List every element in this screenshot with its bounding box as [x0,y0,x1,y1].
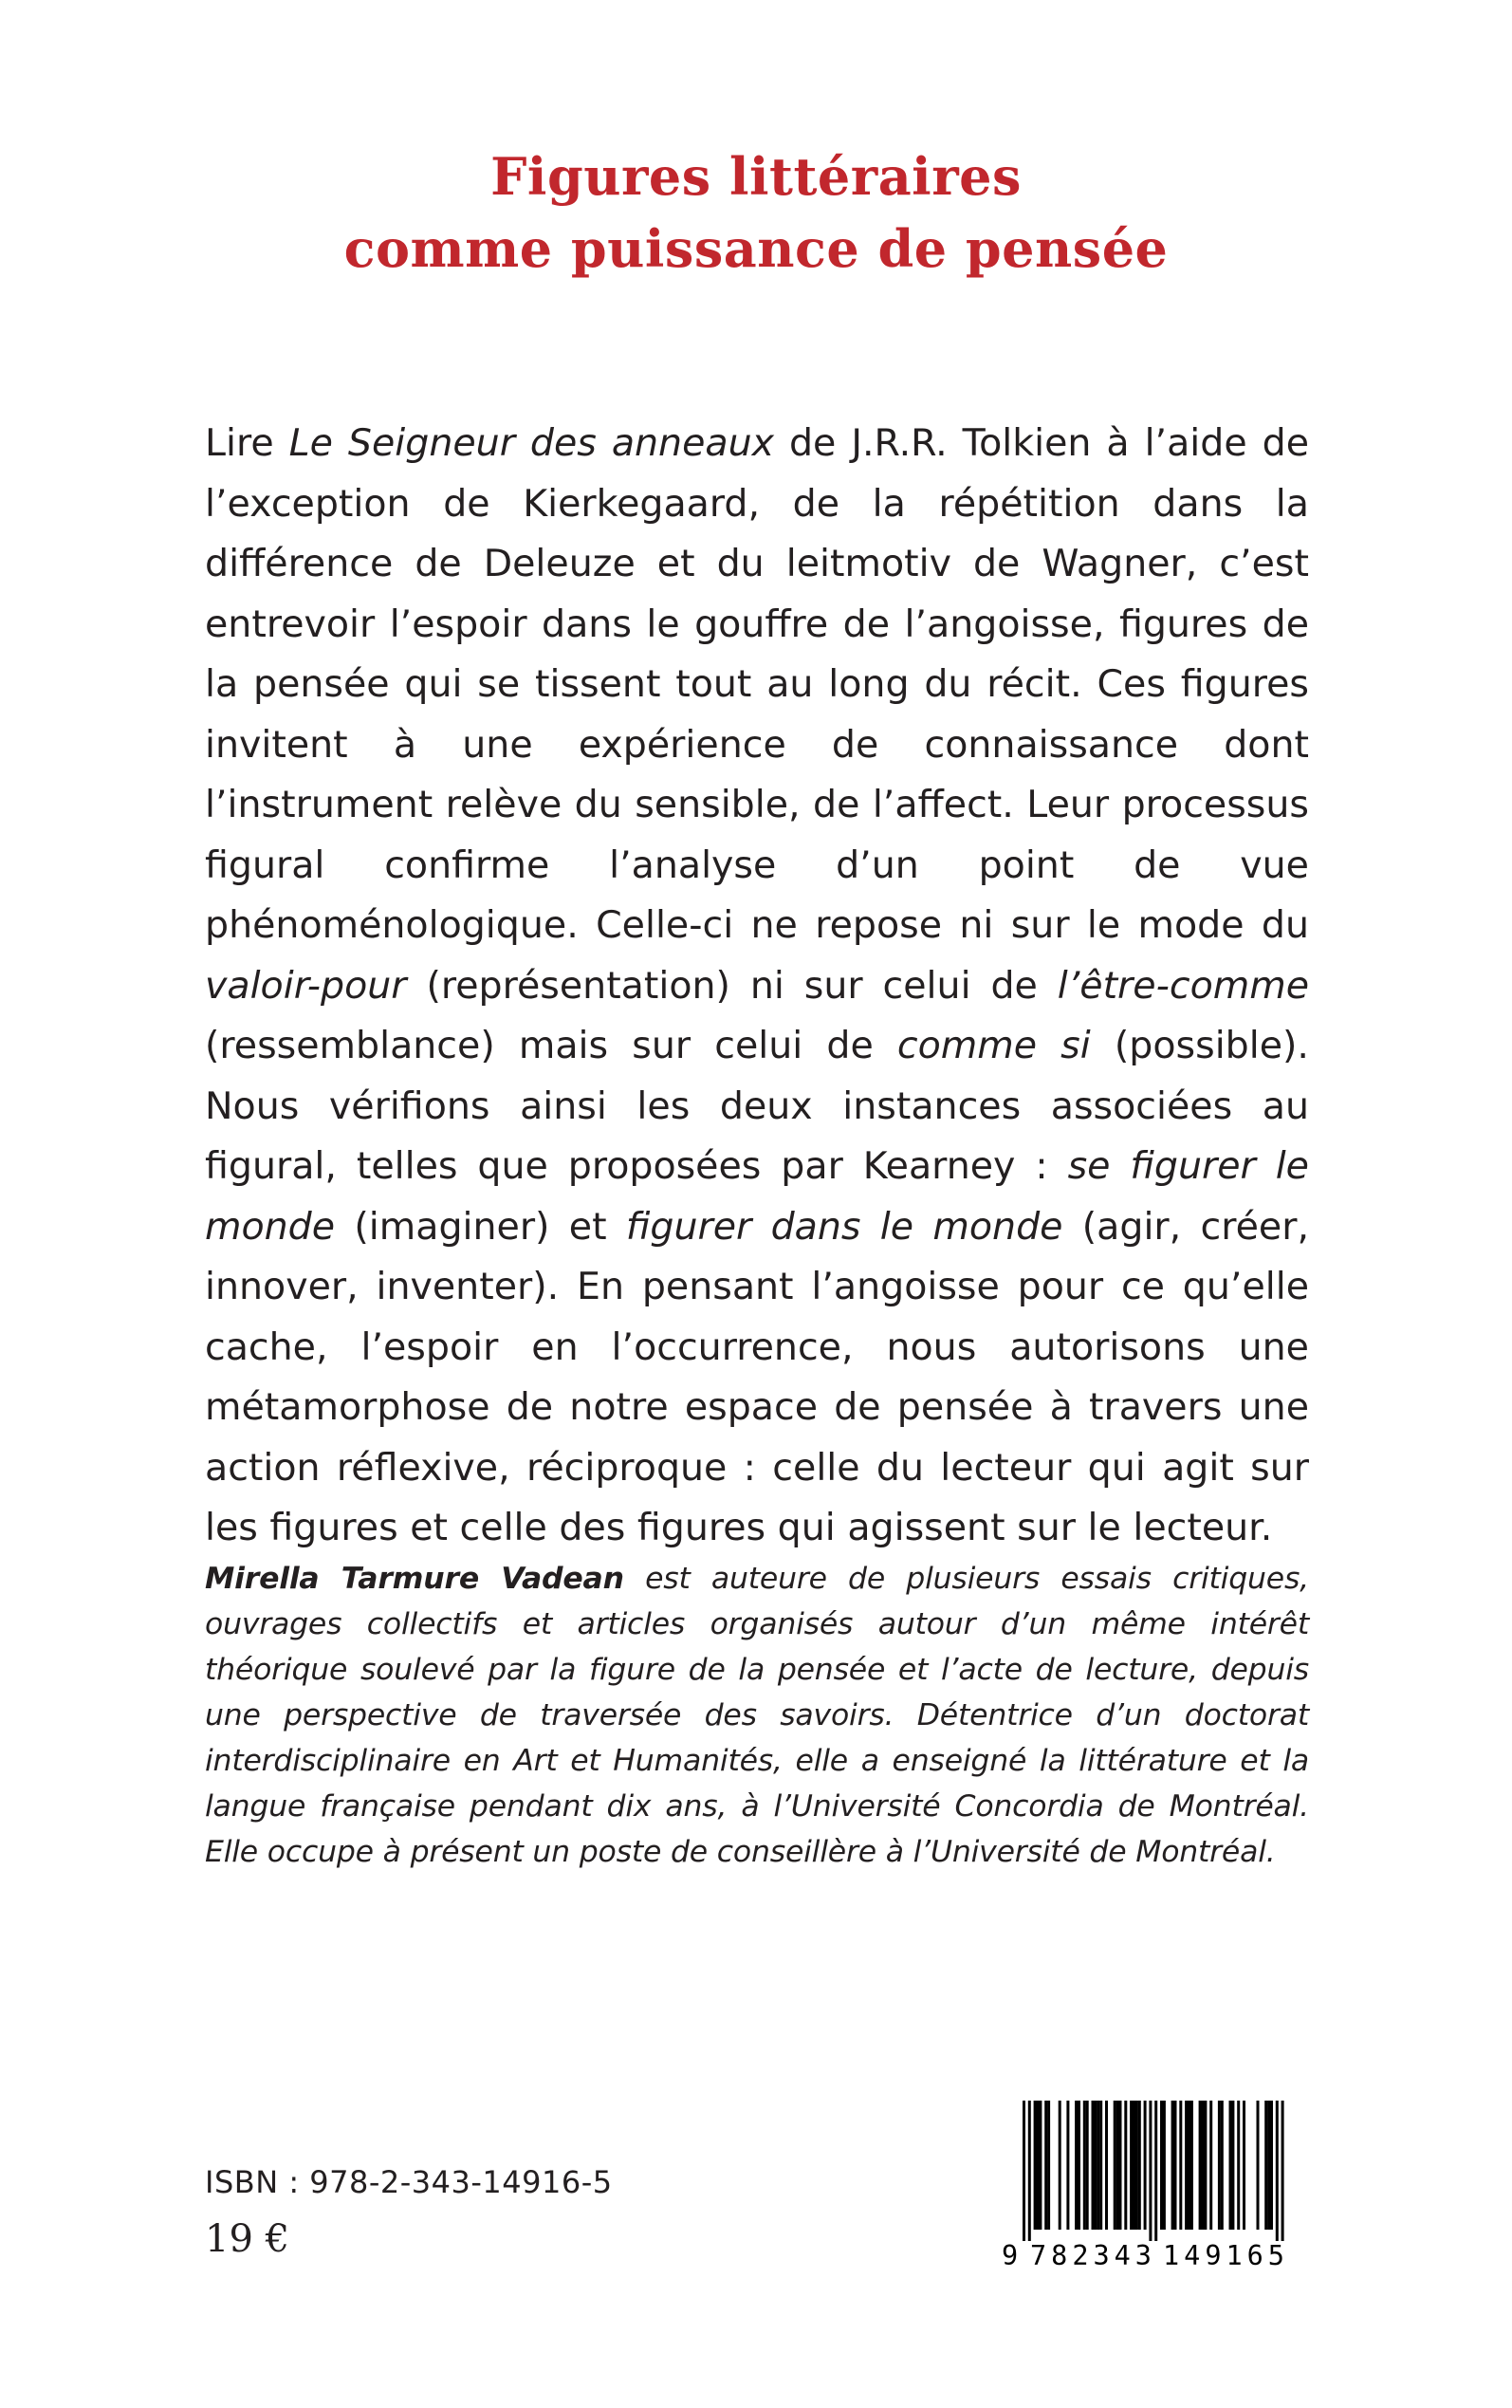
barcode-bar [1133,2101,1135,2230]
barcode-bar [1282,2101,1284,2241]
barcode-bar [1075,2101,1078,2230]
price: 19 € [205,2217,290,2261]
barcode-bar [1243,2101,1245,2230]
barcode-bar [1267,2101,1270,2230]
isbn-number: ISBN : 978-2-343-14916-5 [205,2164,613,2200]
barcode-bar [1185,2101,1188,2230]
summary-text: (représentation) ni sur celui de [406,963,1058,1008]
barcode-bar [1231,2101,1234,2230]
summary-text: (imaginer) et [335,1204,626,1249]
book-title [0,140,1512,285]
barcode-bar [1138,2101,1141,2230]
summary-italic-book-title: Le Seigneur des anneaux [288,421,775,465]
barcode-bar [1154,2101,1157,2241]
summary-text: (agir, créer, innover, inventer). En pensant l’angoisse pour ce qu’elle cache, l’espoir en l’occurrence, nous autorisons une métamorphose de notre espace de pensée à travers une action réflexive, réciproque : celle du lecteur qui agit sur les figures et celle des figures qui agissent sur le lecteur. [205,1204,1310,1549]
barcode-bar [1179,2101,1182,2230]
barcode-bar [1086,2101,1089,2230]
barcode-bar [1105,2101,1108,2230]
summary-italic-term: figurer dans le monde [625,1204,1063,1249]
author-biography-paragraph [205,1556,1309,1875]
author-name: Mirella Tarmure Vadean [205,1562,624,1596]
barcode-bar [1204,2101,1207,2230]
barcode-bar [1257,2101,1260,2230]
barcode-bar [1209,2101,1212,2230]
barcode-bar [1092,2101,1095,2230]
summary-text: Lire [205,421,289,465]
barcode-digits-left: 782343 [1030,2240,1156,2271]
barcode-bar [1264,2101,1267,2230]
barcode-bar [1078,2101,1080,2230]
barcode-bar [1034,2101,1037,2230]
barcode-bar [1099,2101,1102,2230]
barcode-bar [1199,2101,1202,2230]
summary-italic-term: valoir-pour [205,963,407,1008]
barcode-bar [1221,2101,1224,2230]
barcode-bar [1114,2101,1116,2230]
barcode-bar [1130,2101,1133,2230]
book-title-line-1: Figures littéraires [490,146,1022,207]
summary-italic-term: comme si [896,1024,1091,1067]
barcode-bar [1218,2101,1221,2230]
author-biography [205,1556,1309,1875]
summary-text: (ressemblance) mais sur celui de [205,1024,897,1067]
barcode-digit-first: 9 [1002,2240,1019,2271]
summary-text: de J.R.R. Tolkien à l’aide de l’exception de Kierkegaard, de la répétition dans la différence de Deleuze et du leitmotiv de Wagner, c’est entrevoir l’espoir dans le gouffre de l’angoisse, figures de la pensée qui se tissent tout au long du récit. Ces figures invitent à une expérience de connaissance dont l’instrument relève du sensible, de l’affect. Leur processus figural confirme l’analyse d’un point de vue phénoménologique. Celle-ci ne repose ni sur le mode du [205,421,1309,947]
barcode-bar [1116,2101,1119,2230]
barcode-bar [1059,2101,1061,2230]
barcode-bar [1047,2101,1050,2230]
barcode-bar [1190,2101,1193,2230]
barcode-bar [1171,2101,1174,2230]
author-biography-text: est auteure de plusieurs essais critiques, ouvrages collectifs et articles organisés autour d’un même intérêt théorique soulevé par la figure de la pensée et l’acte de lecture, depuis une perspective de traversée des savoirs. Détentrice d’un doctorat interdisciplinaire en Art et Humanités, elle a enseigné la littérature et la langue française pendant dix ans, à l’Université Concordia de Montréal. Elle occupe à présent un poste de conseillère à l’Université de Montréal. [205,1562,1309,1869]
barcode-bar [1066,2101,1069,2230]
barcode-bar [1276,2101,1279,2241]
barcode-bars [1002,2101,1305,2241]
summary-italic-term: l’être-comme [1057,963,1309,1008]
barcode-bar [1094,2101,1097,2230]
barcode-bar [1163,2101,1166,2230]
barcode-bar [1083,2101,1086,2230]
barcode-bar [1237,2101,1240,2230]
barcode-bar [1039,2101,1042,2230]
barcode-bar [1044,2101,1047,2230]
barcode-bar [1174,2101,1177,2230]
barcode-bar [1270,2101,1273,2230]
barcode-bar [1097,2101,1099,2230]
book-summary [205,414,1309,1559]
barcode-bar [1149,2101,1152,2241]
barcode-bar [1023,2101,1025,2241]
barcode-bar [1124,2101,1127,2230]
barcode-digits [1002,2241,1305,2271]
book-summary-paragraph [205,414,1309,1559]
barcode-bar [1037,2101,1040,2230]
barcode [1002,2101,1305,2271]
barcode-bar [1119,2101,1122,2230]
barcode-bar [1144,2101,1147,2230]
barcode-bar [1028,2101,1031,2241]
book-title-line-2: comme puissance de pensée [343,218,1169,279]
barcode-bar [1135,2101,1138,2230]
barcode-bar [1188,2101,1190,2230]
barcode-bar [1229,2101,1232,2230]
barcode-bar [1202,2101,1205,2230]
barcode-bar [1160,2101,1163,2230]
summary-italic-term: se figurer le monde [205,1144,1309,1249]
barcode-digits-right: 149165 [1163,2240,1289,2271]
summary-text: (possible). Nous vérifions ainsi les deux instances associées au figural, telles que proposées par Kearney : [205,1024,1309,1188]
